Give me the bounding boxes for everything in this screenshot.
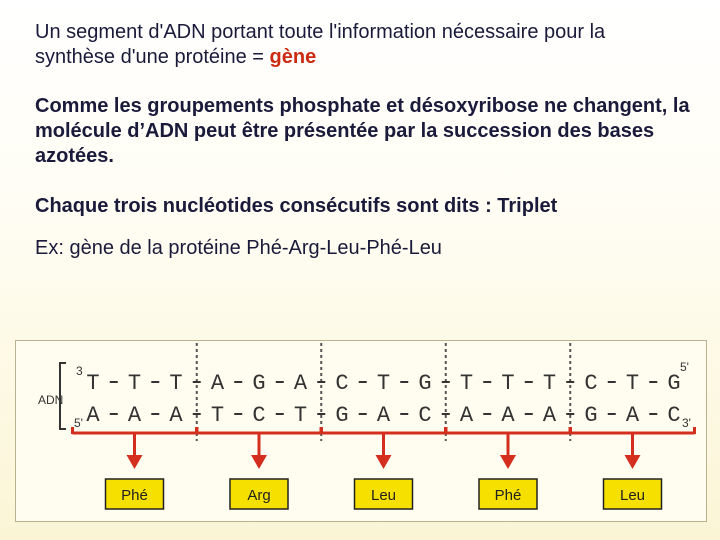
nucleotide-base: T <box>376 371 391 396</box>
nucleotide-base: A <box>501 403 515 428</box>
nucleotide-base: A <box>210 371 225 396</box>
definition-text: Un segment d'ADN portant toute l'information nécessaire pour la synthèse d'une protéine = <box>35 21 606 68</box>
nucleotide-base: G <box>418 371 432 396</box>
nucleotide-base: G <box>667 371 681 396</box>
nucleotide-base: A <box>625 403 640 428</box>
amino-acid-label: Phé <box>121 487 148 504</box>
translation-arrow-head <box>127 455 143 469</box>
nucleotide-base: T <box>459 371 474 396</box>
dna-triplet-diagram <box>15 340 707 522</box>
translation-arrow-head <box>251 455 267 469</box>
nucleotide-base: T <box>293 403 308 428</box>
nucleotide-base: A <box>376 403 391 428</box>
nucleotide-base: G <box>584 403 598 428</box>
nucleotide-base: A <box>169 403 183 428</box>
amino-acid-label: Phé <box>494 487 522 504</box>
nucleotide-base: T <box>210 403 225 428</box>
nucleotide-base: A <box>86 403 100 428</box>
intro-definition <box>35 20 685 70</box>
nucleotide-base: T <box>86 371 100 396</box>
nucleotide-base: C <box>418 403 432 428</box>
bottom-strand-start-label: 5' <box>74 416 83 430</box>
nucleotide-base: G <box>335 403 349 428</box>
adn-label: ADN <box>38 393 64 407</box>
top-strand-end-label: 5' <box>680 360 689 374</box>
dna-representation-paragraph: Comme les groupements phosphate et désoxyribose ne changent, la molécule d’ADN peut être présentée par la succession des bases azotées. <box>35 95 690 167</box>
nucleotide-base: C <box>335 371 349 396</box>
amino-acid-label: Leu <box>370 487 397 504</box>
nucleotide-base: A <box>542 403 557 428</box>
nucleotide-base: C <box>252 403 266 428</box>
nucleotide-base: C <box>584 371 598 396</box>
dna-diagram-canvas <box>16 341 706 521</box>
nucleotide-base: T <box>501 371 515 396</box>
example-line: Ex: gène de la protéine Phé-Arg-Leu-Phé-Leu <box>35 237 442 259</box>
amino-acid-label: Leu <box>619 487 646 504</box>
nucleotide-base: A <box>459 403 474 428</box>
nucleotide-base: T <box>127 371 142 396</box>
nucleotide-base: T <box>542 371 557 396</box>
nucleotide-base: C <box>667 403 681 428</box>
nucleotide-base: T <box>625 371 640 396</box>
nucleotide-base: A <box>293 371 308 396</box>
gene-term: gène <box>269 46 317 68</box>
translation-arrow-head <box>376 455 392 469</box>
amino-acid-label: Arg <box>247 487 271 504</box>
translation-arrow-head <box>625 455 641 469</box>
nucleotide-base: T <box>169 371 183 396</box>
triplet-definition: Chaque trois nucléotides consécutifs sont dits : Triplet <box>35 195 558 217</box>
top-strand-start-label: 3 <box>76 364 83 378</box>
translation-arrow-head <box>500 455 516 469</box>
nucleotide-base: G <box>252 371 266 396</box>
bottom-strand-end-label: 3' <box>682 416 691 430</box>
nucleotide-base: A <box>127 403 142 428</box>
